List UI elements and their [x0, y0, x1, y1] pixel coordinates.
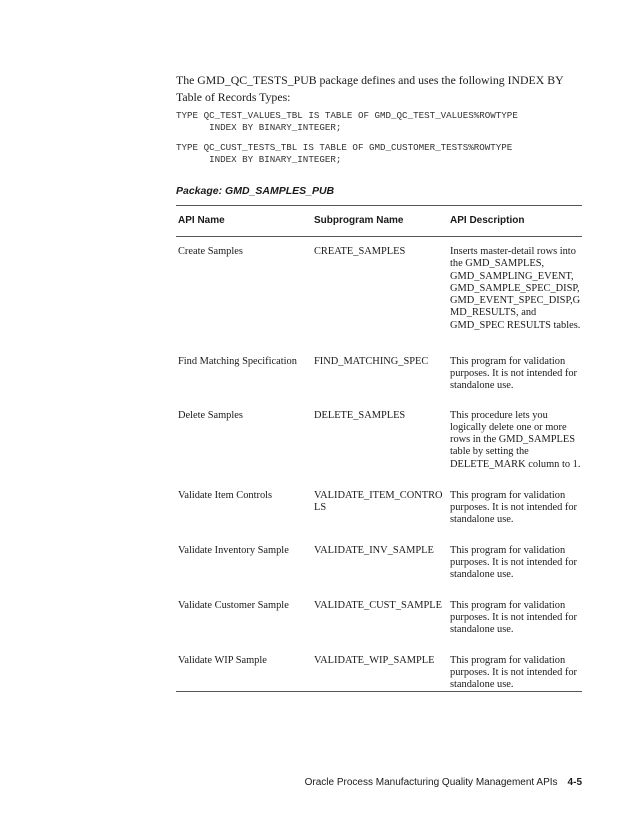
subprogram-name-cell: CREATE_SAMPLES	[314, 246, 406, 257]
api-name-cell: Delete Samples	[178, 409, 243, 421]
table-row	[176, 347, 582, 401]
column-header-subprogram-name: Subprogram Name	[312, 206, 448, 237]
api-description-cell: This program for validation purposes. It is not intended for standalone use.	[450, 599, 577, 636]
package-heading: Package: GMD_SAMPLES_PUB	[176, 185, 335, 197]
table-header-row	[176, 206, 582, 237]
api-name-cell: Create Samples	[178, 246, 243, 257]
api-description-cell: Inserts master-detail rows into the GMD_SAMPLES, GMD_SAMPLING_EVENT, GMD_SAMPLE_SPEC_DISP, GMD_EVENT_SPEC_DISP,GMD_RESULTS, and GMD_SPEC RESULTS tables.	[450, 246, 581, 331]
subprogram-name-cell: DELETE_SAMPLES	[314, 409, 406, 421]
api-description-cell: This program for validation purposes. It is not intended for standalone use.	[450, 355, 577, 392]
table-row	[176, 237, 582, 347]
subprogram-name-cell: VALIDATE_ITEM_CONTROLS	[314, 489, 443, 513]
api-name-cell: Validate Inventory Sample	[178, 544, 289, 556]
intro-paragraph: The GMD_QC_TESTS_PUB package defines and uses the following INDEX BY Table of Records Types:	[176, 73, 564, 104]
table-row	[176, 401, 582, 481]
code-block-qc-cust-tests: TYPE QC_CUST_TESTS_TBL IS TABLE OF GMD_CUSTOMER_TESTS%ROWTYPE INDEX BY BINARY_INTEGER;	[176, 142, 513, 165]
api-description-cell: This program for validation purposes. It is not intended for standalone use.	[450, 489, 577, 526]
api-description-cell: This program for validation purposes. It is not intended for standalone use.	[450, 544, 577, 581]
page-footer	[305, 777, 582, 788]
subprogram-name-cell: VALIDATE_WIP_SAMPLE	[312, 646, 448, 692]
table-row	[176, 591, 582, 646]
api-table	[176, 205, 582, 692]
footer-title: Oracle Process Manufacturing Quality Management APIs	[304, 777, 558, 788]
api-description-cell: This procedure lets you logically delete one or more rows in the GMD_SAMPLES table by setting the DELETE_MARK column to 1.	[450, 409, 581, 470]
table-row	[176, 481, 582, 536]
column-header-api-description: API Description	[448, 206, 582, 237]
page-number: 4-5	[567, 777, 582, 788]
table-row	[176, 536, 582, 591]
api-name-cell: Find Matching Specification	[178, 355, 297, 367]
api-name-cell: Validate WIP Sample	[176, 646, 312, 692]
code-block-qc-test-values: TYPE QC_TEST_VALUES_TBL IS TABLE OF GMD_QC_TEST_VALUES%ROWTYPE INDEX BY BINARY_INTEGER;	[176, 110, 518, 133]
api-description-cell: This program for validation purposes. It is not intended for standalone use.	[448, 646, 582, 692]
column-header-api-name: API Name	[176, 206, 312, 237]
subprogram-name-cell: VALIDATE_CUST_SAMPLE	[314, 599, 442, 611]
api-name-cell: Validate Item Controls	[178, 489, 273, 501]
table-row	[176, 646, 582, 692]
subprogram-name-cell: FIND_MATCHING_SPEC	[314, 355, 429, 367]
api-name-cell: Validate Customer Sample	[178, 599, 289, 611]
subprogram-name-cell: VALIDATE_INV_SAMPLE	[314, 544, 434, 556]
